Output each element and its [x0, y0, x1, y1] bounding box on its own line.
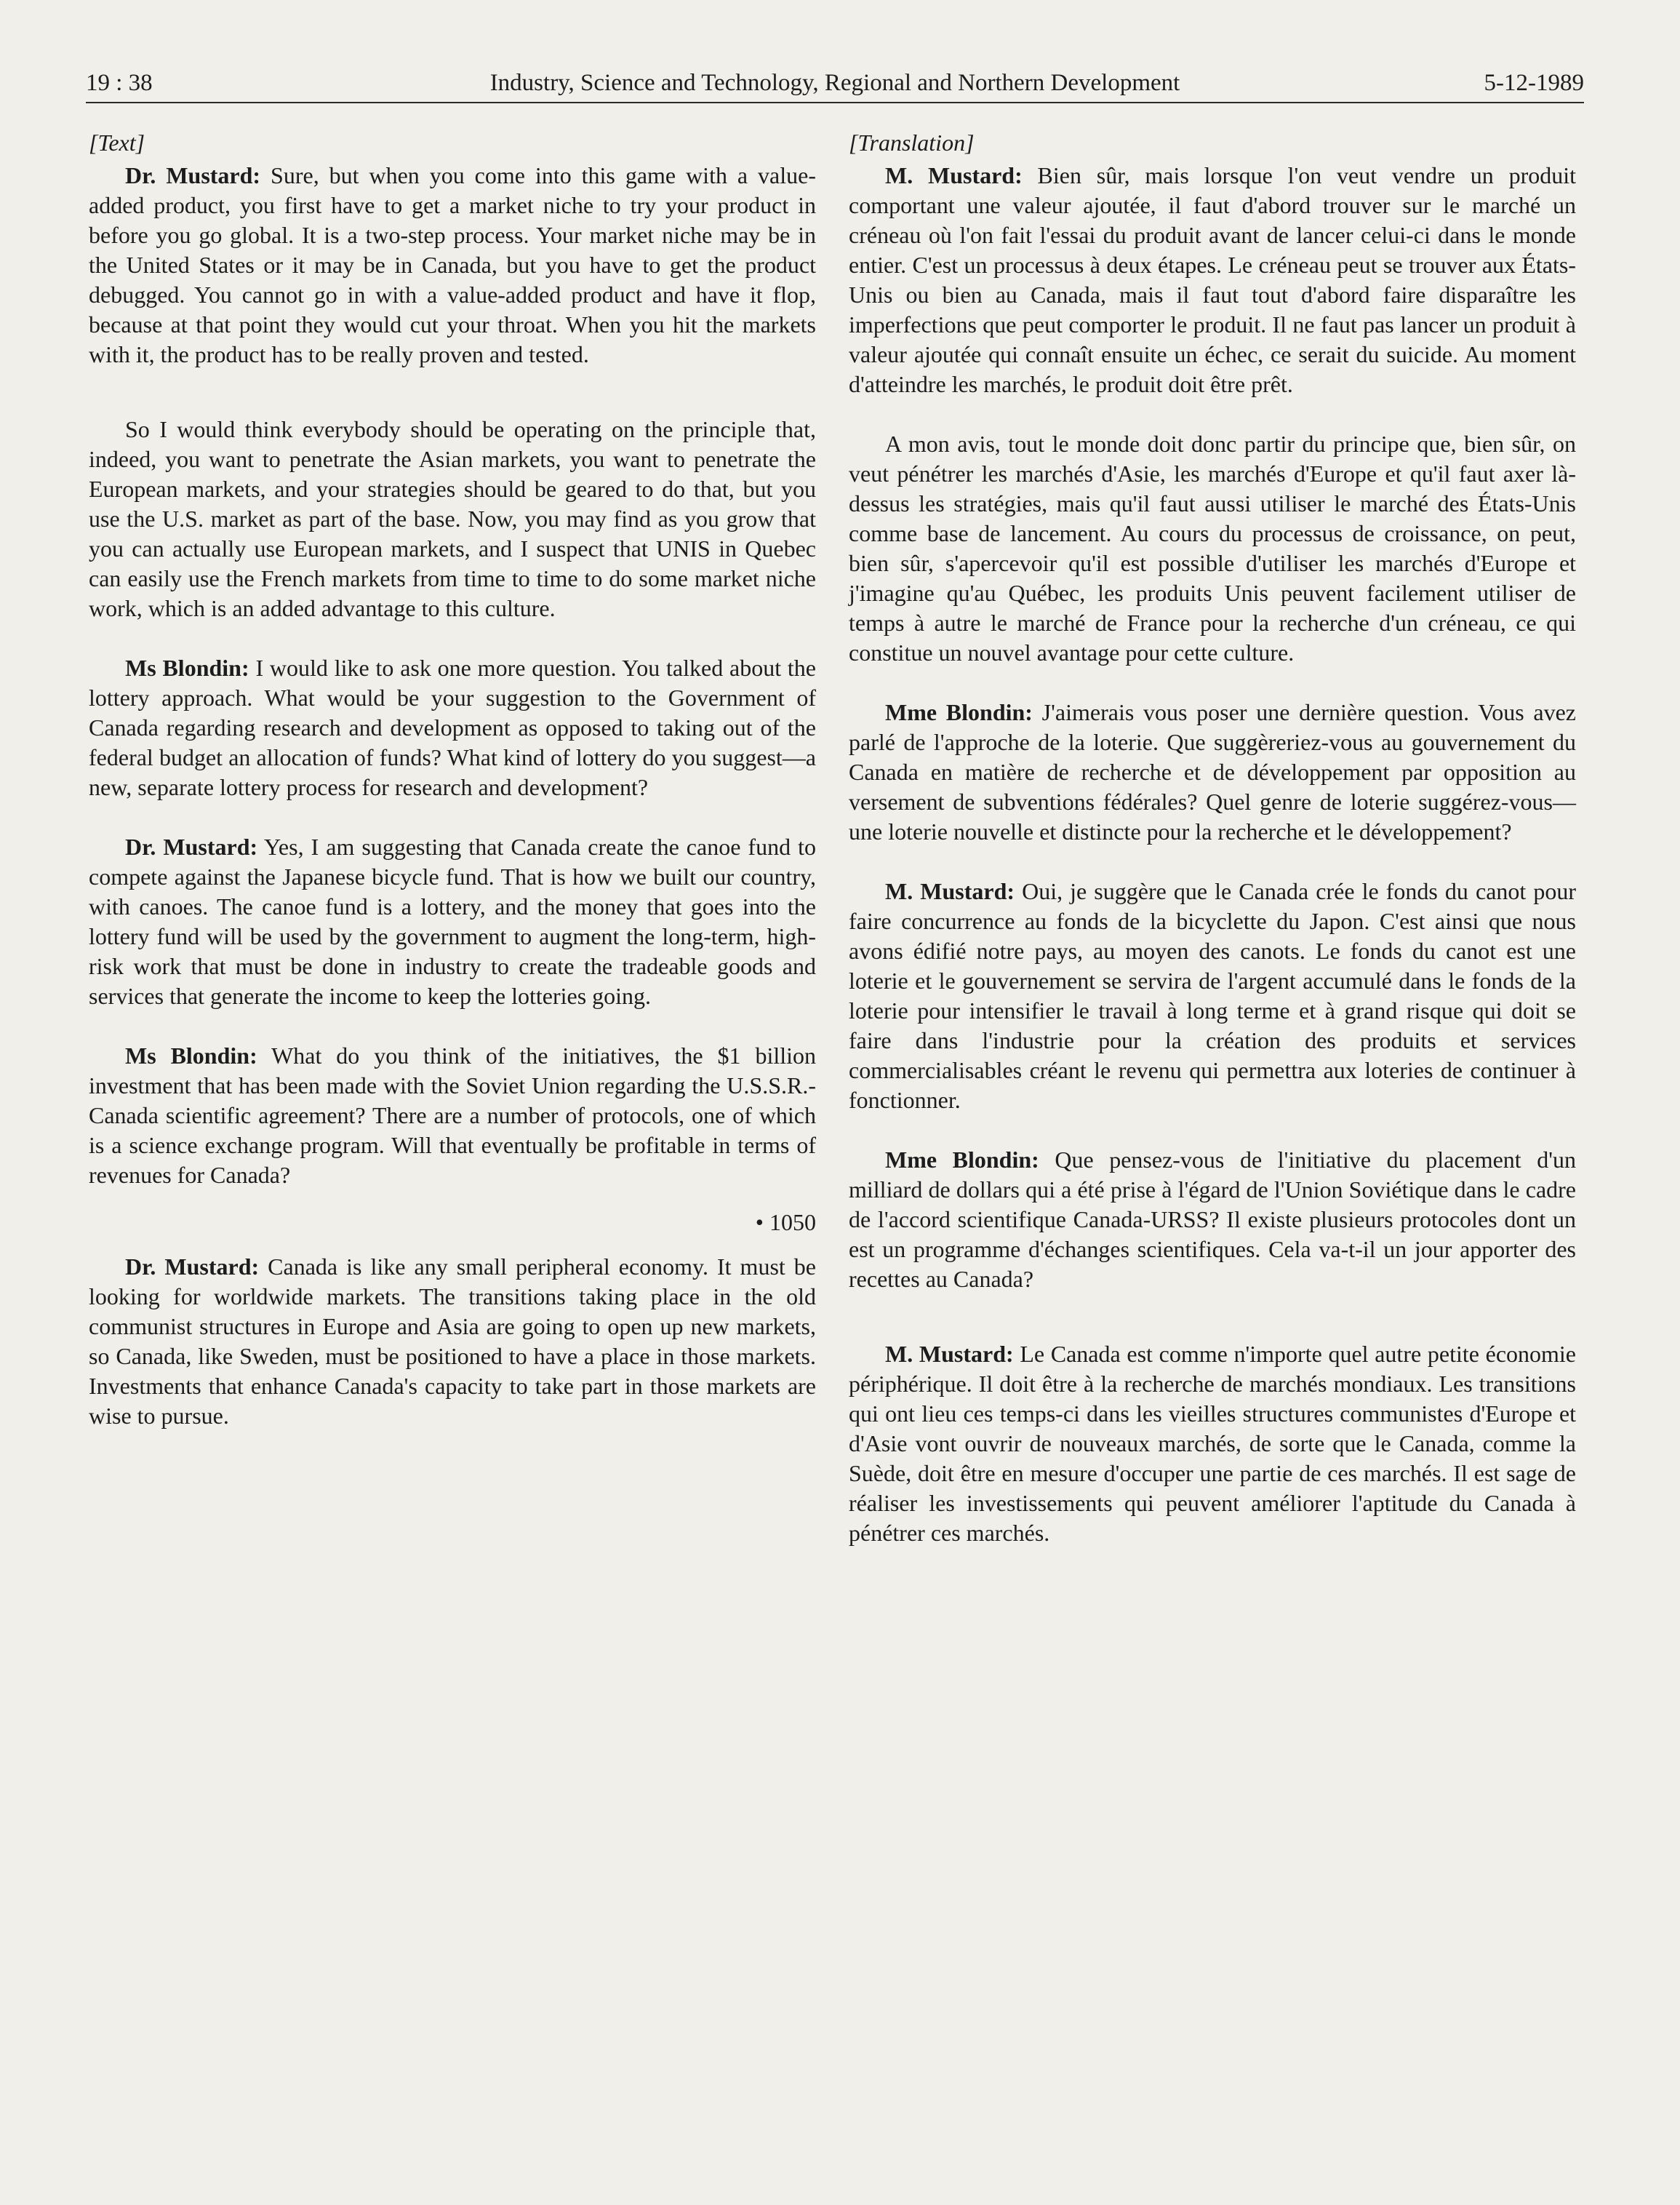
paragraph-spacer — [849, 1294, 1576, 1339]
english-column — [89, 128, 816, 1431]
paragraph-text: I would like to ask one more question. You talked about the lottery approach. What would be your suggestion to the Government of Canada regarding research and development as opposed to taking out of the federal budget an allocation of funds? What kind of lottery do you suggest—a new, separate lottery process for research and development? — [89, 655, 817, 800]
speaker-name: Mme Blondin: — [885, 1147, 1039, 1173]
paragraph-blondin-1 — [89, 653, 816, 802]
paragraph-text: Sure, but when you come into this game with a value-added product, you first have to get a market niche to try your product in before you go global. It is a two-step process. Your market niche may be in the United States or it may be in Canada, but you have to get the product debugged. You cannot go in with a value-added product and have it flop, because at that point they would cut your throat. When you hit the markets with it, the product has to be really proven and tested. — [89, 162, 817, 367]
paragraph-mustard-4 — [89, 1252, 816, 1431]
paragraph-mustard-2-fr — [849, 429, 1576, 668]
translation-tag: [Translation] — [849, 129, 975, 156]
french-column — [849, 128, 1576, 1548]
speaker-name: Mme Blondin: — [885, 699, 1033, 725]
paragraph-blondin-1-fr — [849, 698, 1576, 847]
paragraph-text: Canada is like any small peripheral economy. It must be looking for worldwide markets. The transitions taking place in the old communist structures in Europe and Asia are going to open up new markets, so Canada, like Sweden, must be positioned to have a place in those markets. Investments that enhance Canada's capacity to take part in those markets are wise to pursue. — [89, 1253, 817, 1429]
running-title: Industry, Science and Technology, Regional and Northern Development — [489, 70, 1180, 96]
paragraph-mustard-1 — [89, 161, 816, 370]
paragraph-mustard-1-fr — [849, 161, 1576, 399]
paragraph-spacer — [89, 623, 816, 653]
time-marker: • 1050 — [755, 1209, 816, 1235]
speaker-name: M. Mustard: — [885, 1341, 1014, 1367]
speaker-name: Dr. Mustard: — [125, 834, 258, 860]
paragraph-spacer — [849, 399, 1576, 429]
speaker-name: M. Mustard: — [885, 878, 1015, 904]
paragraph-mustard-3 — [89, 832, 816, 1011]
speaker-name: Dr. Mustard: — [125, 1253, 260, 1280]
header-date: 5-12-1989 — [1484, 70, 1584, 96]
paragraph-mustard-2 — [89, 415, 816, 623]
paragraph-text: Bien sûr, mais lorsque l'on veut vendre un produit comportant une valeur ajoutée, il faut d'abord trouver sur le marché un créneau où l'on fait l'essai du produit avant de lancer celui-ci dans le monde entier. C'est un processus à deux étapes. Le créneau peut se trouver aux États-Unis ou bien au Canada, mais il faut tout d'abord faire disparaître les imperfections que peut comporter le produit. Il ne faut pas lancer un produit à valeur ajoutée qui connaît ensuite un échec, ce serait du suicide. Au moment d'atteindre les marchés, le produit doit être prêt. — [849, 162, 1577, 397]
paragraph-text: Que pensez-vous de l'initiative du placement d'un milliard de dollars qui a été prise à l'égard de l'Union Soviétique dans le cadre de l'accord scientifique Canada-URSS? Il existe plusieurs protocoles dont un est un programme d'échanges scientifiques. Cela va-t-il un jour apporter des recettes au Canada? — [849, 1147, 1577, 1292]
paragraph-mustard-3-fr — [849, 877, 1576, 1115]
text-tag: [Text] — [89, 129, 145, 156]
speaker-name: Ms Blondin: — [125, 655, 249, 681]
paragraph-text: A mon avis, tout le monde doit donc partir du principe que, bien sûr, on veut pénétrer les marchés d'Asie, les marchés d'Europe et qu'il faut axer là-dessus les stratégies, mais qu'il faut aussi utiliser le marché des États-Unis comme base de lancement. Au cours du processus de croissance, on peut, bien sûr, s'apercevoir qu'il est possible d'utiliser les marchés d'Europe et j'imagine qu'au Québec, les produits Unis peuvent facilement utiliser de temps à autre le marché de France pour la recherche d'un créneau, ce qui constitue un nouvel avantage pour cette culture. — [849, 431, 1576, 666]
speaker-name: Dr. Mustard: — [125, 162, 261, 188]
paragraph-text: Oui, je suggère que le Canada crée le fonds du canot pour faire concurrence au fonds de la bicyclette du Japon. C'est ainsi que nous avons édifié notre pays, au moyen des canots. Le fonds du canot est une loterie et le gouvernement se servira de l'argent accumulé dans le fonds de la loterie pour intensifier le travail à long terme et à grand risque qui doit se faire dans l'industrie pour la création des produits et services commercialisables créant le revenu qui permettra aux loteries de continuer à fonctionner. — [849, 878, 1577, 1113]
paragraph-blondin-2 — [89, 1041, 816, 1190]
speaker-name: Ms Blondin: — [125, 1042, 257, 1069]
paragraph-text: Yes, I am suggesting that Canada create the canoe fund to compete against the Japanese bicycle fund. That is how we built our country, with canoes. The canoe fund is a lottery, and the money that goes into the lottery fund will be used by the government to augment the long-term, high-risk work that must be done in industry to create the tradeable goods and services that generate the income to keep the lotteries going. — [89, 834, 817, 1009]
paragraph-spacer — [849, 1115, 1576, 1145]
paragraph-spacer — [89, 370, 816, 415]
speaker-name: M. Mustard: — [885, 162, 1023, 188]
header-rule — [86, 102, 1584, 103]
page-number: 19 : 38 — [86, 70, 153, 96]
paragraph-text: So I would think everybody should be operating on the principle that, indeed, you want to penetrate the Asian markets, you want to penetrate the European markets, and your strategies should be geared to do that, but you use the U.S. market as part of the base. Now, you may find as you grow that you can actually use European markets, and I suspect that UNIS in Quebec can easily use the French markets from time to time to do some market niche work, which is an added advantage to this culture. — [89, 416, 816, 621]
paragraph-mustard-4-fr — [849, 1339, 1576, 1548]
paragraph-spacer — [89, 802, 816, 832]
page-header — [86, 70, 1584, 106]
paragraph-blondin-2-fr — [849, 1145, 1576, 1294]
paragraph-text: J'aimerais vous poser une dernière question. Vous avez parlé de l'approche de la loterie. Que suggèreriez-vous au gouvernement du Canada en matière de recherche et de développement par opposition au versement de subventions fédérales? Quel genre de loterie suggérez-vous—une loterie nouvelle et distincte pour la recherche et le développement? — [849, 699, 1576, 845]
paragraph-text: Le Canada est comme n'importe quel autre petite économie périphérique. Il doit être à la recherche de marchés mondiaux. Les transitions qui ont lieu ces temps-ci dans les vieilles structures communistes d'Europe et d'Asie vont ouvrir de nouveaux marchés, de sorte que le Canada, comme la Suède, doit être en mesure d'occuper une partie de ces marchés. Il est sage de réaliser les investissements qui peuvent améliorer l'aptitude du Canada à pénétrer ces marchés. — [849, 1341, 1577, 1546]
paragraph-spacer — [849, 847, 1576, 877]
paragraph-spacer — [89, 1011, 816, 1041]
paragraph-spacer — [849, 668, 1576, 698]
paragraph-text: What do you think of the initiatives, the $1 billion investment that has been made with the Soviet Union regarding the U.S.S.R.-Canada scientific agreement? There are a number of protocols, one of which is a science exchange program. Will that eventually be profitable in terms of revenues for Canada? — [89, 1042, 817, 1188]
